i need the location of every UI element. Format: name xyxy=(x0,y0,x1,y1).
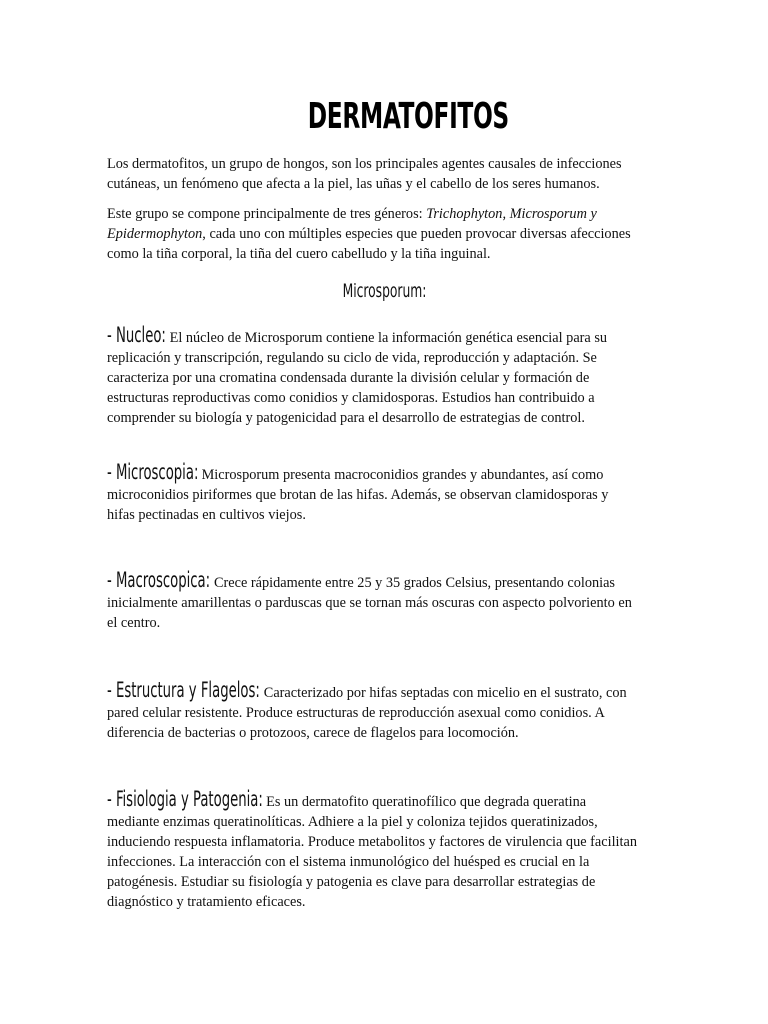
genera-paragraph xyxy=(107,204,639,264)
section-heading: - Nucleo: xyxy=(107,323,166,347)
section-estructura xyxy=(107,680,639,743)
section-text: Crece rápidamente entre 25 y 35 grados Celsius, presentando colonias inicialmente amarillentas o parduscas que se tornan más oscuras con aspecto polvoriento en el centro. xyxy=(107,575,632,631)
section-text: Es un dermatofito queratinofílico que degrada queratina mediante enzimas queratinolíticas. Adhiere a la piel y coloniza tejidos queratinizados, induciendo respuesta inflamatoria. Produce metabolitos y factores de virulencia que facilitan infecciones. La interacción con el sistema inmunológico del huésped es crucial en la patogénesis. Estudiar su fisiología y patogenia es clave para desarrollar estrategias de diagnóstico y tratamiento eficaces. xyxy=(107,794,637,910)
section-heading: - Macroscopica: xyxy=(107,568,211,592)
intro-paragraph: Los dermatofitos, un grupo de hongos, son los principales agentes causales de infecciones cutáneas, un fenómeno que afecta a la piel, las uñas y el cabello de los seres humanos. xyxy=(107,156,622,192)
section-text: Caracterizado por hifas septadas con micelio en el sustrato, con pared celular resistente. Produce estructuras de reproducción asexual como conidios. A diferencia de bacterias o protozoos, carece de flagelos para locomoción. xyxy=(107,685,627,741)
document-title: DERMATOFITOS xyxy=(307,96,509,137)
section-microscopia xyxy=(107,462,639,525)
section-subtitle: Microsporum: xyxy=(342,280,427,302)
section-nucleo xyxy=(107,325,639,428)
section-heading: - Estructura y Flagelos: xyxy=(107,678,260,702)
genera-names: Trichophyton, Microsporum y Epidermophyton xyxy=(107,206,597,242)
section-macroscopica xyxy=(107,570,639,633)
section-heading: - Fisiologia y Patogenia: xyxy=(107,787,263,811)
genera-lead-text: Este grupo se compone principalmente de tres géneros: xyxy=(107,206,427,222)
genera-tail-text: , cada uno con múltiples especies que pueden provocar diversas afecciones como la tiña corporal, la tiña del cuero cabelludo y la tiña inguinal. xyxy=(107,226,631,262)
section-text: Microsporum presenta macroconidios grandes y abundantes, así como microconidios piriformes que brotan de las hifas. Además, se observan clamidosporas y hifas pectinadas en cultivos viejos. xyxy=(107,467,609,523)
section-text: El núcleo de Microsporum contiene la información genética esencial para su replicación y transcripción, regulando su ciclo de vida, reproducción y adaptación. Se caracteriza por una cromatina condensada durante la división celular y formación de estructuras reproductivas como conidios y clamidosporas. Estudios han contribuido a comprender su biología y patogenicidad para el desarrollo de estrategias de control. xyxy=(107,330,608,426)
section-heading: - Microscopia: xyxy=(107,460,199,484)
section-fisiologia xyxy=(107,789,639,912)
